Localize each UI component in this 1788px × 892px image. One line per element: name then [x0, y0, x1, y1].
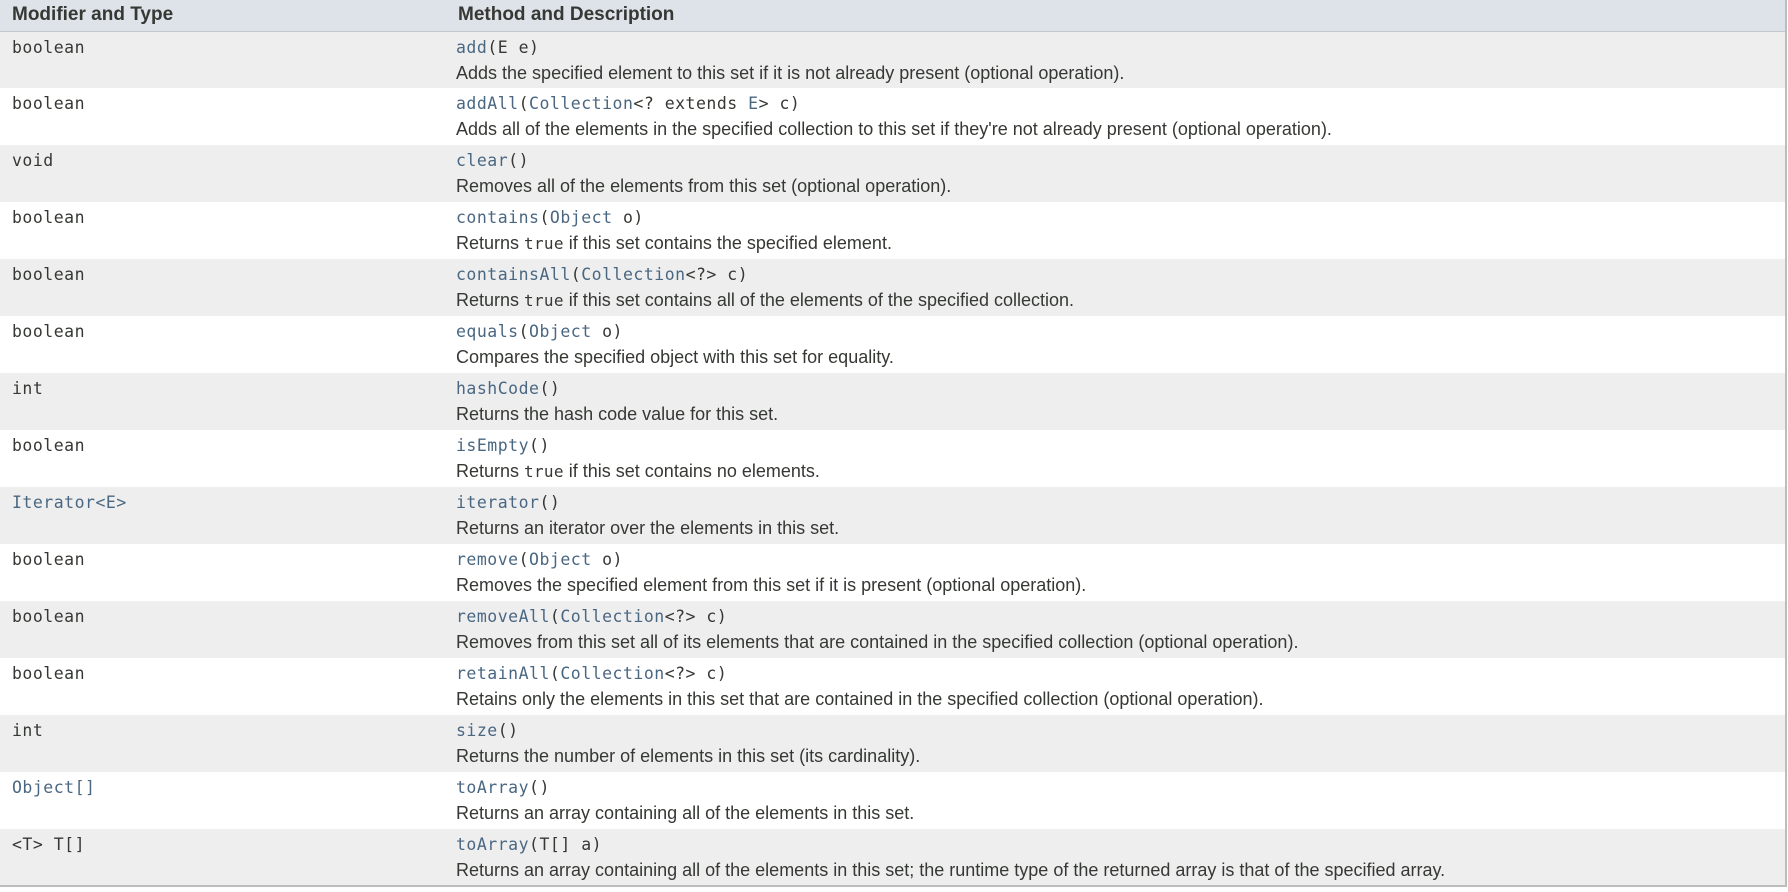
- description-text: Compares the specified object with this set for equality.: [456, 347, 894, 367]
- column-header-modifier-type: Modifier and Type: [0, 0, 446, 31]
- parameter-type-link[interactable]: Object: [549, 208, 613, 227]
- method-signature: [456, 721, 1785, 741]
- method-description: [456, 518, 1785, 538]
- method-signature: [456, 94, 1785, 114]
- method-name-link[interactable]: toArray: [456, 778, 530, 797]
- method-description-cell: [446, 715, 1786, 772]
- parameter-type-link[interactable]: Object: [529, 322, 592, 341]
- signature-text: <?> c): [685, 265, 749, 284]
- description-text: Returns an array containing all of the elements in this set; the runtime type of the returned array is that of the specified array.: [456, 860, 1446, 880]
- signature-text: (): [508, 151, 530, 170]
- signature-text: (: [549, 664, 561, 683]
- modifier-type-cell: [0, 544, 446, 601]
- method-description-cell: [446, 772, 1786, 829]
- signature-text: (: [549, 607, 561, 626]
- modifier-type-cell: [0, 316, 446, 373]
- method-description: [456, 404, 1785, 424]
- method-description: [456, 689, 1785, 709]
- modifier-type-cell: [0, 772, 446, 829]
- method-description-cell: [446, 829, 1786, 886]
- description-text: Adds all of the elements in the specified collection to this set if they're not already present (optional operation).: [456, 119, 1332, 139]
- parameter-type-link[interactable]: Collection: [529, 94, 634, 113]
- modifier-type-cell: [0, 430, 446, 487]
- return-type: boolean: [12, 550, 86, 569]
- signature-text: <? extends: [633, 94, 749, 113]
- inline-code: true: [524, 462, 564, 481]
- method-name-link[interactable]: iterator: [456, 493, 540, 512]
- return-type-link[interactable]: Iterator<E>: [12, 493, 127, 512]
- column-header-method-description: Method and Description: [446, 0, 1786, 31]
- method-signature: [456, 379, 1785, 399]
- description-text: Returns an iterator over the elements in this set.: [456, 518, 840, 538]
- return-type: int: [12, 379, 44, 398]
- table-row: [0, 487, 1786, 544]
- table-row: [0, 31, 1786, 88]
- signature-text: (: [518, 550, 530, 569]
- signature-text: (): [497, 721, 519, 740]
- table-row: [0, 316, 1786, 373]
- description-text: Retains only the elements in this set that are contained in the specified collection (optional operation).: [456, 689, 1264, 709]
- return-type: boolean: [12, 94, 86, 113]
- modifier-type-cell: [0, 658, 446, 715]
- method-signature: [456, 38, 1785, 58]
- signature-text: (): [529, 778, 550, 797]
- method-description-cell: [446, 487, 1786, 544]
- method-description: [456, 746, 1785, 766]
- method-name-link[interactable]: add: [456, 37, 488, 57]
- table-row: [0, 145, 1786, 202]
- return-type: boolean: [12, 607, 86, 626]
- table-row: [0, 88, 1786, 145]
- inline-code: true: [524, 234, 564, 253]
- method-name-link[interactable]: toArray: [456, 835, 530, 854]
- signature-text: (): [529, 436, 550, 455]
- signature-text: E: [497, 37, 509, 57]
- method-description: [456, 119, 1785, 139]
- method-description: [456, 803, 1785, 823]
- signature-text: o): [612, 208, 644, 227]
- table-row: [0, 430, 1786, 487]
- modifier-type-cell: [0, 829, 446, 886]
- parameter-type-link[interactable]: Collection: [560, 664, 665, 683]
- parameter-type-link[interactable]: Object: [529, 550, 592, 569]
- signature-text: > c): [758, 94, 801, 113]
- description-text: Removes all of the elements from this set (optional operation).: [456, 176, 952, 196]
- method-signature: [456, 265, 1785, 285]
- method-description: [456, 233, 1785, 254]
- modifier-type-cell: [0, 487, 446, 544]
- inline-code: true: [524, 291, 564, 310]
- method-name-link[interactable]: containsAll: [456, 265, 571, 284]
- method-description: [456, 575, 1785, 595]
- method-signature: [456, 607, 1785, 627]
- signature-text: (): [539, 379, 561, 398]
- return-type: boolean: [12, 322, 86, 341]
- modifier-type-cell: [0, 145, 446, 202]
- return-type: boolean: [12, 664, 86, 683]
- modifier-type-cell: [0, 715, 446, 772]
- modifier-type-cell: [0, 373, 446, 430]
- parameter-type-link[interactable]: Collection: [560, 607, 665, 626]
- method-name-link[interactable]: equals: [456, 322, 519, 341]
- signature-text: <?> c): [664, 664, 728, 683]
- signature-text: <?> c): [664, 607, 728, 626]
- method-description-cell: [446, 544, 1786, 601]
- method-name-link[interactable]: isEmpty: [456, 436, 530, 455]
- return-type: int: [12, 721, 44, 740]
- method-description-cell: [446, 430, 1786, 487]
- method-description: [456, 63, 1785, 83]
- method-name-link[interactable]: contains: [456, 208, 540, 227]
- return-type-link[interactable]: Object[]: [12, 778, 96, 797]
- method-description: [456, 632, 1785, 652]
- method-description-cell: [446, 145, 1786, 202]
- description-text: Returns an array containing all of the elements in this set.: [456, 803, 915, 823]
- method-signature: [456, 322, 1785, 342]
- description-text: Removes the specified element from this set if it is present (optional operation).: [456, 575, 1087, 595]
- description-text: if this set contains the specified element.: [563, 233, 892, 253]
- return-type: void: [12, 151, 54, 170]
- description-text: Returns: [456, 233, 525, 253]
- method-description: [456, 860, 1785, 880]
- modifier-type-cell: [0, 31, 446, 88]
- method-signature: [456, 493, 1785, 513]
- method-description-cell: [446, 259, 1786, 316]
- description-text: Returns: [456, 290, 525, 310]
- method-description-cell: [446, 31, 1786, 88]
- table-row: [0, 772, 1786, 829]
- method-signature: [456, 550, 1785, 570]
- return-type: boolean: [12, 208, 86, 227]
- method-signature: [456, 208, 1785, 228]
- method-description-cell: [446, 601, 1786, 658]
- method-description-cell: [446, 202, 1786, 259]
- description-text: Returns the number of elements in this set (its cardinality).: [456, 746, 921, 766]
- description-text: if this set contains all of the elements of the specified collection.: [563, 290, 1075, 310]
- method-description-cell: [446, 316, 1786, 373]
- method-name-link[interactable]: retainAll: [456, 664, 550, 683]
- description-text: Returns the hash code value for this set.: [456, 404, 779, 424]
- modifier-type-cell: [0, 88, 446, 145]
- method-description-cell: [446, 88, 1786, 145]
- parameter-type-link[interactable]: Collection: [581, 265, 686, 284]
- signature-text: (: [539, 208, 550, 227]
- table-row: [0, 373, 1786, 430]
- signature-text: (: [518, 94, 530, 113]
- return-type: boolean: [12, 436, 86, 455]
- return-type: boolean: [12, 265, 86, 284]
- description-text: Removes from this set all of its elements that are contained in the specified collection (optional operation).: [456, 632, 1299, 652]
- method-description: [456, 176, 1785, 196]
- signature-text: (: [518, 322, 530, 341]
- signature-text: o): [591, 322, 623, 341]
- table-row: [0, 544, 1786, 601]
- method-description: [456, 290, 1785, 311]
- method-description: [456, 347, 1785, 367]
- description-text: if this set contains no elements.: [563, 461, 820, 481]
- method-name-link[interactable]: remove: [456, 550, 519, 569]
- table-header-row: [0, 0, 1786, 31]
- table-row: [0, 658, 1786, 715]
- signature-text: o): [591, 550, 623, 569]
- method-signature: [456, 778, 1785, 798]
- method-description-cell: [446, 658, 1786, 715]
- method-signature: [456, 436, 1785, 456]
- method-name-link[interactable]: removeAll: [456, 607, 550, 626]
- method-signature: [456, 664, 1785, 684]
- parameter-type-link[interactable]: E: [748, 94, 759, 113]
- description-text: Returns: [456, 461, 525, 481]
- method-signature: [456, 151, 1785, 171]
- method-name-link[interactable]: clear: [456, 151, 509, 170]
- return-type: boolean: [12, 37, 86, 57]
- return-type: <T> T[]: [12, 835, 86, 854]
- signature-text: (T[] a): [529, 835, 603, 854]
- signature-text: (): [539, 493, 561, 512]
- method-name-link[interactable]: addAll: [456, 94, 519, 113]
- table-row: [0, 829, 1786, 886]
- signature-text: (: [570, 265, 582, 284]
- signature-text: e): [508, 37, 540, 57]
- table-row: [0, 202, 1786, 259]
- modifier-type-cell: [0, 259, 446, 316]
- modifier-type-cell: [0, 202, 446, 259]
- method-name-link[interactable]: size: [456, 721, 498, 740]
- table-row: [0, 715, 1786, 772]
- table-row: [0, 259, 1786, 316]
- method-name-link[interactable]: hashCode: [456, 379, 540, 398]
- modifier-type-cell: [0, 601, 446, 658]
- signature-text: (: [487, 37, 498, 57]
- method-signature: [456, 835, 1785, 855]
- table-row: [0, 601, 1786, 658]
- method-description: [456, 461, 1785, 482]
- description-text: Adds the specified element to this set if it is not already present (optional operation).: [456, 62, 1125, 83]
- method-description-cell: [446, 373, 1786, 430]
